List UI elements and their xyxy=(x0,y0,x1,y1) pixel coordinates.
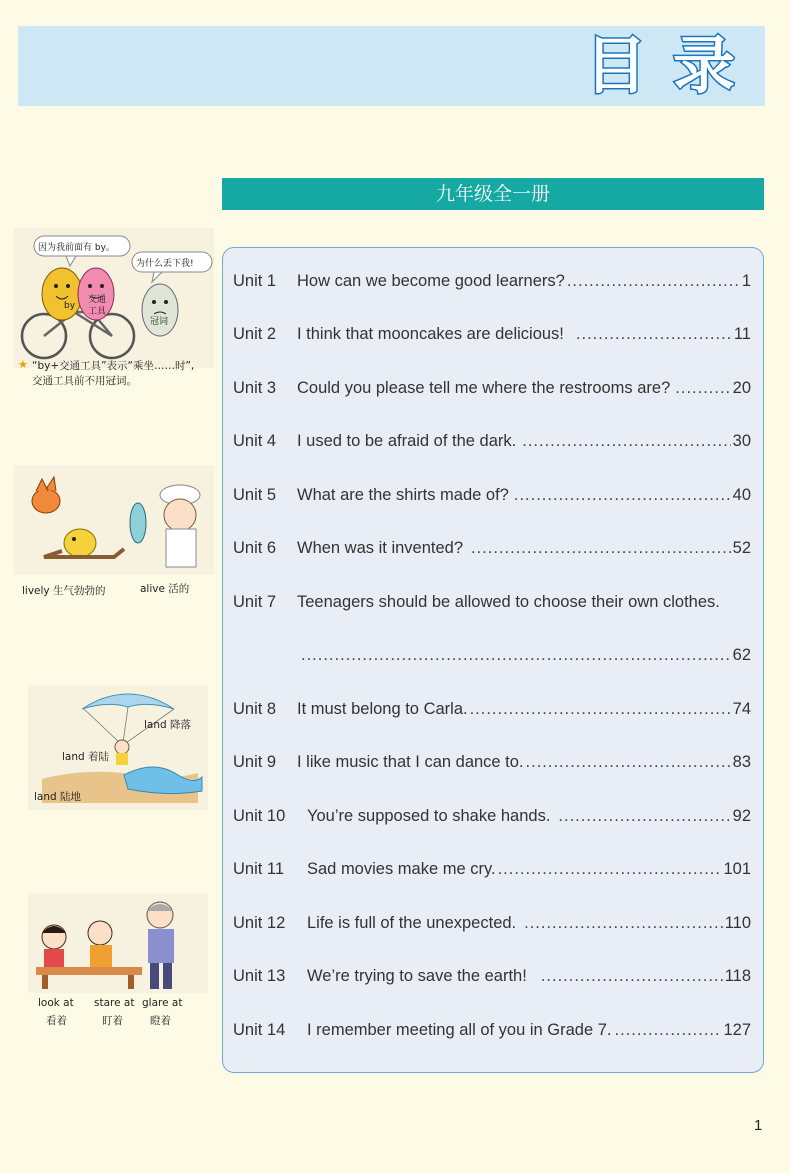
leader-dots xyxy=(514,486,731,505)
unit-page: 118 xyxy=(724,967,751,985)
caption-lively: lively 生气勃勃的 xyxy=(22,585,106,597)
look-stare-glare-cartoon-icon xyxy=(28,893,208,993)
unit-title: I think that mooncakes are delicious! xyxy=(297,325,564,343)
toc-row-unit-1[interactable] xyxy=(233,272,751,302)
caption-land-mid: land 着陆 xyxy=(62,751,110,763)
illustration-bike xyxy=(14,228,214,393)
unit-title: Teenagers should be allowed to choose their own clothes. xyxy=(297,593,720,611)
toc-row-unit-5[interactable] xyxy=(233,486,751,516)
unit-page: 52 xyxy=(732,539,751,557)
unit-number: Unit 5 xyxy=(233,486,277,504)
leader-dots xyxy=(567,272,740,291)
unit-page: 92 xyxy=(732,807,751,825)
unit-page: 127 xyxy=(723,1021,751,1039)
leader-dots xyxy=(558,807,730,826)
bike-note-line2: 交通工具前不用冠词。 xyxy=(32,375,137,387)
unit-number: Unit 2 xyxy=(233,325,277,343)
toc-row-unit-4[interactable] xyxy=(233,432,751,462)
bubble-left-text: 因为我前面有 by。 xyxy=(38,243,115,253)
bike-note-line1: “by+交通工具”表示“乘坐……时”, xyxy=(32,360,195,372)
label-transport-1: 交通 xyxy=(88,295,107,305)
caption-land-top: land 降落 xyxy=(144,719,192,731)
header-band xyxy=(18,26,765,106)
leader-dots xyxy=(675,379,730,398)
label-transport-2: 工具 xyxy=(88,307,107,317)
unit-page: 11 xyxy=(733,325,751,343)
bubble-right-text: 为什么丢下我! xyxy=(136,259,194,269)
unit-page: 30 xyxy=(732,432,751,450)
unit-number: Unit 3 xyxy=(233,379,277,397)
unit-number: Unit 6 xyxy=(233,539,277,557)
unit-page: 40 xyxy=(732,486,751,504)
leader-dots xyxy=(301,646,731,665)
toc-box xyxy=(222,247,764,1073)
leader-dots xyxy=(524,914,723,933)
caption-alive: alive 活的 xyxy=(140,583,190,595)
leader-dots xyxy=(541,967,723,986)
bike-cartoon-icon xyxy=(14,228,214,368)
caption-glare-zh: 瞪着 xyxy=(150,1015,171,1027)
unit-number: Unit 1 xyxy=(233,272,277,290)
caption-glare-en: glare at xyxy=(142,997,183,1009)
leader-dots xyxy=(522,432,730,451)
title-char-1: 目 xyxy=(584,29,647,102)
illustration-land xyxy=(28,685,208,815)
toc-row-unit-2[interactable] xyxy=(233,325,751,355)
unit-page: 1 xyxy=(741,272,751,290)
unit-number: Unit 11 xyxy=(233,860,285,878)
caption-land-bottom: land 陆地 xyxy=(34,791,82,803)
leader-dots xyxy=(576,325,732,344)
page-number: 1 xyxy=(754,1117,763,1134)
toc-row-unit-14[interactable] xyxy=(233,1021,751,1051)
page-title xyxy=(584,29,735,102)
unit-title: Could you please tell me where the restrooms are? xyxy=(297,379,671,397)
unit-title: When was it invented? xyxy=(297,539,464,557)
leader-dots xyxy=(526,753,731,772)
unit-number: Unit 13 xyxy=(233,967,286,985)
star-icon: ★ xyxy=(18,358,28,371)
leader-dots xyxy=(471,539,731,558)
unit-title: How can we become good learners? xyxy=(297,272,565,290)
label-by: by xyxy=(64,301,76,311)
toc-row-unit-13[interactable] xyxy=(233,967,751,997)
toc-row-unit-9[interactable] xyxy=(233,753,751,783)
leader-dots xyxy=(498,860,722,879)
unit-title: Life is full of the unexpected. xyxy=(307,914,517,932)
unit-page: 20 xyxy=(732,379,751,397)
leader-dots xyxy=(614,1021,721,1040)
unit-number: Unit 8 xyxy=(233,700,277,718)
illustration-look xyxy=(28,893,208,1033)
leader-dots xyxy=(470,700,731,719)
toc-row-unit-6[interactable] xyxy=(233,539,751,569)
unit-number: Unit 7 xyxy=(233,593,277,611)
caption-look-zh: 看着 xyxy=(46,1015,67,1027)
label-article: 冠词 xyxy=(150,317,169,327)
toc-row-unit-7[interactable] xyxy=(233,593,751,623)
unit-page: 74 xyxy=(732,700,751,718)
unit-page: 62 xyxy=(732,646,751,664)
unit-title: Sad movies make me cry. xyxy=(307,860,496,878)
caption-stare-en: stare at xyxy=(94,997,135,1009)
unit-page: 83 xyxy=(732,753,751,771)
caption-look-en: look at xyxy=(38,997,74,1009)
unit-number: Unit 10 xyxy=(233,807,286,825)
unit-title: I like music that I can dance to. xyxy=(297,753,524,771)
caption-stare-zh: 盯着 xyxy=(102,1015,123,1027)
toc-row-unit-7-continued[interactable] xyxy=(233,646,751,676)
toc-row-unit-11[interactable] xyxy=(233,860,751,890)
unit-page: 110 xyxy=(724,914,751,932)
unit-number: Unit 4 xyxy=(233,432,277,450)
unit-title: I used to be afraid of the dark. xyxy=(297,432,517,450)
unit-title: It must belong to Carla. xyxy=(297,700,468,718)
illustration-lively xyxy=(14,465,214,610)
unit-number: Unit 12 xyxy=(233,914,286,932)
unit-page: 101 xyxy=(723,860,751,878)
unit-number: Unit 9 xyxy=(233,753,277,771)
title-char-2: 录 xyxy=(672,29,735,102)
toc-row-unit-10[interactable] xyxy=(233,807,751,837)
unit-title: What are the shirts made of? xyxy=(297,486,509,504)
unit-number: Unit 14 xyxy=(233,1021,286,1039)
toc-row-unit-8[interactable] xyxy=(233,700,751,730)
grade-label: 九年级全一册 xyxy=(222,178,764,210)
lively-alive-cartoon-icon xyxy=(14,465,214,575)
toc-row-unit-12[interactable] xyxy=(233,914,751,944)
unit-title: We’re trying to save the earth! xyxy=(307,967,527,985)
unit-title: I remember meeting all of you in Grade 7. xyxy=(307,1021,612,1039)
unit-title: You’re supposed to shake hands. xyxy=(307,807,551,825)
toc-row-unit-3[interactable] xyxy=(233,379,751,409)
